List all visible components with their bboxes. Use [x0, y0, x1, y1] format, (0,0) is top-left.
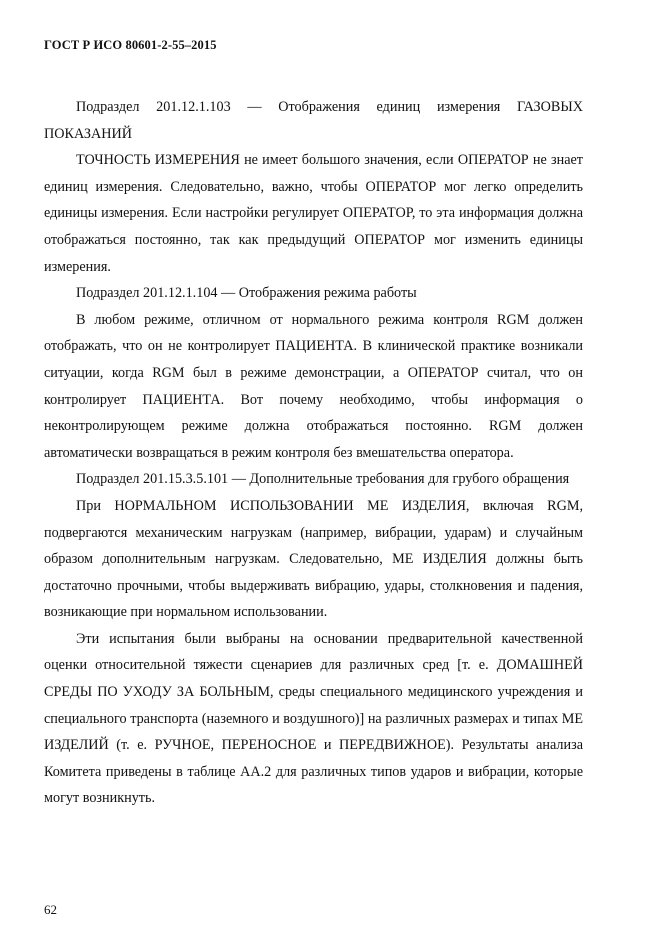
paragraph: ТОЧНОСТЬ ИЗМЕРЕНИЯ не имеет большого значения, если ОПЕРАТОР не знает единиц измерения. Следовательно, важно, чтобы ОПЕРАТОР мог легко определить единицы измерения. Если настройки регулирует ОПЕРАТОР, то эта информация должна отображаться постоянно, так как предыдущий ОПЕРАТОР мог изменить единицы измерения. [44, 152, 583, 275]
standard-header: ГОСТ Р ИСО 80601-2-55–2015 [44, 38, 217, 52]
paragraph: Эти испытания были выбраны на основании предварительной качественной оценки относительной тяжести сценариев для различных сред [т. е. ДОМАШНЕЙ СРЕДЫ ПО УХОДУ ЗА БОЛЬНЫМ, среды специального медицинского учреждения и специального транспорта (наземного и воздушного)] на различных размерах и типах МЕ ИЗДЕЛИЙ (т. е. РУЧНОЕ, ПЕРЕНОСНОЕ и ПЕРЕДВИЖНОЕ). Результаты анализа Комитета приведены в таблице АА.2 для различных типов ударов и вибрации, которые могут возникнуть. [44, 630, 583, 807]
page-number: 62 [44, 902, 57, 917]
paragraph: При НОРМАЛЬНОМ ИСПОЛЬЗОВАНИИ МЕ ИЗДЕЛИЯ, включая RGM, подвергаются механическим нагрузкам (например, вибрации, ударам) и случайным образом дополнительным нагрузкам. Следовательно, МЕ ИЗДЕЛИЯ должны быть достаточно прочными, чтобы выдерживать вибрацию, удары, столкновения и падения, возникающие при нормальном использовании. [44, 497, 583, 621]
subsection-heading: Подраздел 201.12.1.104 — Отображения режима работы [76, 285, 417, 302]
paragraph: В любом режиме, отличном от нормального режима контроля RGM должен отображать, что он не контролирует ПАЦИЕНТА. В клинической практике возникали ситуации, когда RGM был в режиме демонстрации, а ОПЕРАТОР считал, что он контролирует ПАЦИЕНТА. Вот почему необходимо, чтобы информация о неконтролирующем режиме должна отображаться постоянно. RGM должен автоматически возвращаться в режим контроля без вмешательства оператора. [44, 311, 583, 461]
subsection-heading: Подраздел 201.15.3.5.101 — Дополнительные требования для грубого обращения [76, 471, 570, 488]
body-text [44, 94, 583, 812]
subsection-heading: Подраздел 201.12.1.103 — Отображения единиц измерения ГАЗОВЫХ ПОКАЗАНИЙ [44, 99, 583, 142]
